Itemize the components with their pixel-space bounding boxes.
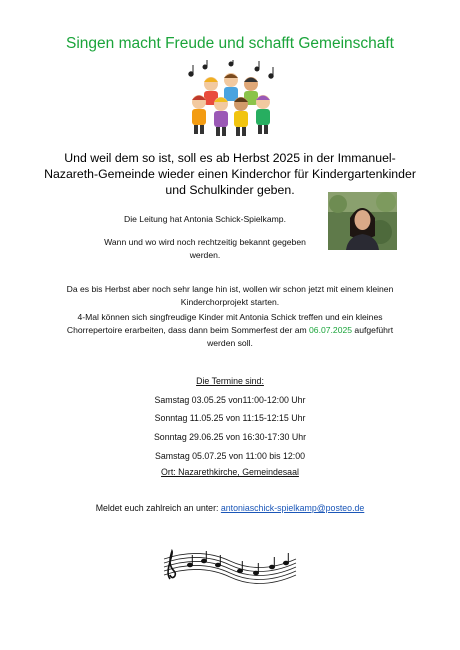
dates-heading: Die Termine sind: (196, 376, 264, 386)
date-item: Sonntag 29.06.25 von 16:30-17:30 Uhr (153, 432, 307, 442)
portrait-photo (328, 192, 397, 250)
paragraph-autumn: Da es bis Herbst aber noch sehr lange hin ist, wollen wir schon jetzt mit einem kleinen Kinderchorprojekt starten. (66, 284, 394, 307)
contact-prefix: Meldet euch zahlreich an unter: (95, 503, 221, 513)
summer-festival-date: 06.07.2025 (309, 325, 353, 335)
date-item: Samstag 05.07.25 von 11:00 bis 12:00 (155, 451, 305, 461)
email-link[interactable]: antoniaschick-spielkamp@posteo.de (220, 503, 365, 513)
leader-text: Die Leitung hat Antonia Schick-Spielkamp. (124, 214, 286, 224)
paragraph-project-before: 4-Mal können sich singfreudige Kinder mit Antonia Schick treffen und ein kleines Chorrepertoire erarbeiten, dass dann beim Sommerfest der am (66, 312, 383, 335)
children-choir-icon (183, 60, 279, 138)
location-text: Ort: Nazarethkirche, Gemeindesaal (161, 467, 299, 477)
date-item: Samstag 03.05.25 von11:00-12:00 Uhr (154, 395, 306, 405)
page-title: Singen macht Freude und schafft Gemeinschaft (66, 35, 394, 52)
paragraph-project-after: aufgeführt werden soll. (207, 325, 394, 348)
intro-paragraph: Und weil dem so ist, soll es ab Herbst 2025 in der Immanuel-Nazareth-Gemeinde wieder einen Kinderchor für Kindergartenkinder und Schulkinder geben. (44, 151, 416, 197)
music-staff-icon (160, 545, 300, 585)
date-item: Sonntag 11.05.25 von 11:15-12:15 Uhr (154, 413, 306, 423)
paragraph-project (55, 311, 405, 350)
when-where-text: Wann und wo wird noch rechtzeitig bekannt gegeben werden. (104, 237, 306, 260)
contact-line (60, 503, 400, 513)
